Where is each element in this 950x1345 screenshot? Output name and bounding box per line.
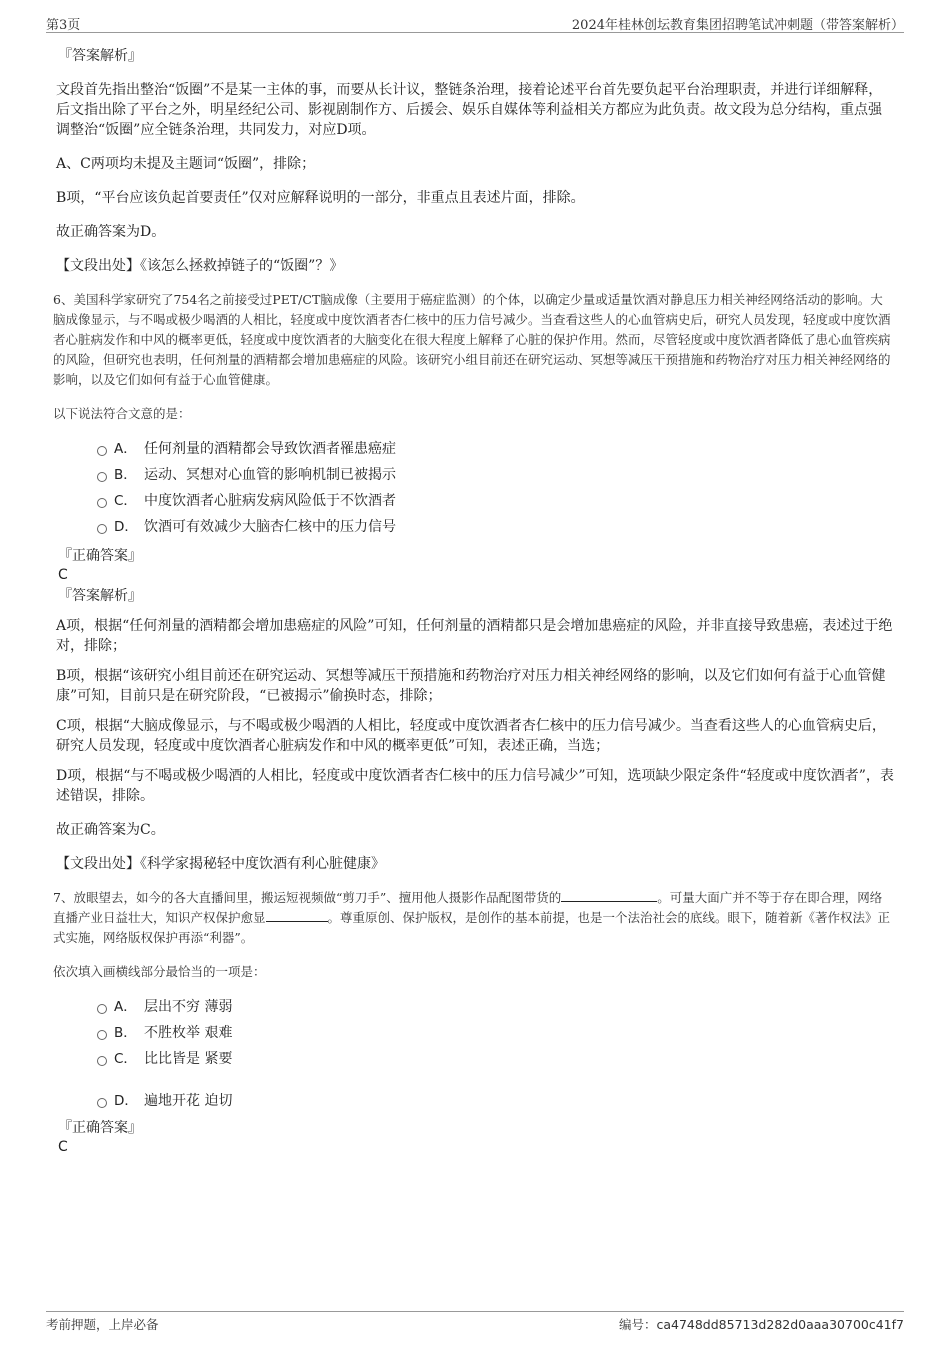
analysis-paragraph: A、C两项均未提及主题词“饭圈”，排除；	[56, 156, 316, 172]
option-letter: D．	[114, 1093, 138, 1109]
option-text: 遍地开花 迫切	[144, 1093, 233, 1109]
option-list	[56, 994, 894, 1114]
code-label: 编号：	[618, 1317, 657, 1332]
correct-answer-heading: 『正确答案』	[58, 1120, 142, 1136]
analysis-paragraph: B项，“平台应该负起首要责任”仅对应解释说明的一部分，非重点且表述片面，排除。	[56, 190, 585, 206]
option-list	[56, 436, 894, 540]
radio-button-icon[interactable]	[97, 1030, 107, 1040]
option-text: 不胜枚举 艰难	[144, 1025, 233, 1041]
question-prompt: 以下说法符合文意的是：	[53, 406, 191, 421]
correct-answer-heading: 『正确答案』	[58, 548, 142, 564]
analysis-conclusion: 故正确答案为D。	[56, 224, 166, 240]
page-content	[53, 44, 894, 1156]
option-c[interactable]	[56, 488, 894, 514]
option-a[interactable]	[56, 436, 894, 462]
analysis-heading: 『答案解析』	[58, 48, 142, 64]
passage-source: 【文段出处】《该怎么拯救掉链子的“饭圈”？》	[56, 258, 344, 274]
code-value: ca4748dd85713d282d0aaa30700c41f7	[656, 1317, 904, 1332]
option-letter: D．	[114, 519, 138, 535]
fill-blank-1	[561, 889, 657, 902]
option-b[interactable]	[56, 1020, 894, 1046]
correct-answer: C	[58, 567, 68, 583]
option-text: 比比皆是 紧要	[144, 1051, 233, 1067]
option-text: 运动、冥想对心血管的影响机制已被揭示	[144, 467, 396, 483]
analysis-heading: 『答案解析』	[58, 588, 142, 604]
footer-slogan: 考前押题，上岸必备	[46, 1317, 159, 1332]
stem-part: 7、放眼望去，如今的各大直播间里，搬运短视频做“剪刀手”、擅用他人摄影作品配图带货的	[53, 890, 562, 905]
question-stem	[53, 888, 894, 948]
option-c[interactable]	[56, 1046, 894, 1072]
radio-button-icon[interactable]	[97, 1004, 107, 1014]
correct-answer: C	[58, 1139, 68, 1155]
option-letter: A．	[114, 999, 137, 1015]
radio-button-icon[interactable]	[97, 472, 107, 482]
option-text: 饮酒可有效减少大脑杏仁核中的压力信号	[144, 519, 396, 535]
question-prompt: 依次填入画横线部分最恰当的一项是：	[53, 964, 266, 979]
document-code	[619, 1315, 904, 1333]
analysis-paragraph: A项，根据“任何剂量的酒精都会增加患癌症的风险”可知，任何剂量的酒精都只是会增加患癌症的风险，并非直接导致患癌，表述过于绝对，排除；	[56, 618, 893, 654]
radio-button-icon[interactable]	[97, 446, 107, 456]
page-footer	[46, 1311, 904, 1332]
option-letter: B．	[114, 467, 137, 483]
analysis-paragraph: C项，根据“大脑成像显示，与不喝或极少喝酒的人相比，轻度或中度饮酒者杏仁核中的压力信号减少。当查看这些人的心血管病史后，研究人员发现，轻度或中度饮酒者心脏病发作和中风的概率更低”可知，表述正确，当选；	[56, 718, 886, 754]
option-letter: B．	[114, 1025, 137, 1041]
analysis-paragraph: D项，根据“与不喝或极少喝酒的人相比，轻度或中度饮酒者杏仁核中的压力信号减少”可知，选项缺少限定条件“轻度或中度饮酒者”，表述错误，排除。	[56, 768, 894, 804]
option-a[interactable]	[56, 994, 894, 1020]
analysis-paragraph: 文段首先指出整治“饭圈”不是某一主体的事，而要从长计议，整链条治理，接着论述平台首先要负起平台治理职责，并进行详细解释，后文指出除了平台之外，明星经纪公司、影视剧制作方、后援会、娱乐自媒体等利益相关方都应为此负责。故文段为总分结构，重点强调整治“饭圈”应全链条治理，共同发力，对应D项。	[56, 82, 883, 138]
option-d[interactable]	[56, 514, 894, 540]
page-header	[46, 12, 904, 33]
question-stem: 6、美国科学家研究了754名之前接受过PET/CT脑成像（主要用于癌症监测）的个体，以确定少量或适量饮酒对静息压力相关神经网络活动的影响。大脑成像显示，与不喝或极少喝酒的人相比，轻度或中度饮酒者杏仁核中的压力信号减少。当查看这些人的心血管病史后，研究人员发现，轻度或中度饮酒者心脏病发作和中风的概率更低，轻度或中度饮酒者的大脑变化在很大程度上解释了心脏的保护作用。然而，尽管轻度或中度饮酒者降低了患心血管疾病的风险，但研究也表明，任何剂量的酒精都会增加患癌症的风险。该研究小组目前还在研究运动、冥想等减压干预措施和药物治疗对压力相关神经网络的影响，以及它们如何有益于心血管健康。	[53, 292, 891, 387]
stem-part: 。可量大面广并不等于存在即合理，网络直播产业日益壮大，知识产权保护愈显	[53, 890, 883, 925]
stem-part: 。尊重原创、保护版权，是创作的基本前提，也是一个法治社会的底线。眼下，随着新《著作权法》正式实施，网络版权保护再添“利器”。	[53, 910, 891, 945]
fill-blank-2	[266, 909, 328, 922]
option-text: 任何剂量的酒精都会导致饮酒者罹患癌症	[144, 441, 396, 457]
option-text: 层出不穷 薄弱	[144, 999, 233, 1015]
analysis-conclusion: 故正确答案为C。	[56, 822, 165, 838]
radio-button-icon[interactable]	[97, 524, 107, 534]
radio-button-icon[interactable]	[97, 498, 107, 508]
radio-button-icon[interactable]	[97, 1098, 107, 1108]
document-title: 2024年桂林创坛教育集团招聘笔试冲刺题（带答案解析）	[571, 18, 904, 33]
passage-source: 【文段出处】《科学家揭秘轻中度饮酒有利心脏健康》	[56, 856, 385, 872]
radio-button-icon[interactable]	[97, 1056, 107, 1066]
option-letter: A．	[114, 441, 137, 457]
option-text: 中度饮酒者心脏病发病风险低于不饮酒者	[144, 493, 396, 509]
option-b[interactable]	[56, 462, 894, 488]
option-letter: C．	[114, 493, 137, 509]
option-letter: C．	[114, 1051, 137, 1067]
analysis-paragraph: B项，根据“该研究小组目前还在研究运动、冥想等减压干预措施和药物治疗对压力相关神经网络的影响，以及它们如何有益于心血管健康”可知，目前只是在研究阶段，“已被揭示”偷换时态，排除；	[56, 668, 886, 704]
page-number: 第3页	[46, 18, 81, 33]
option-d[interactable]	[56, 1088, 894, 1114]
